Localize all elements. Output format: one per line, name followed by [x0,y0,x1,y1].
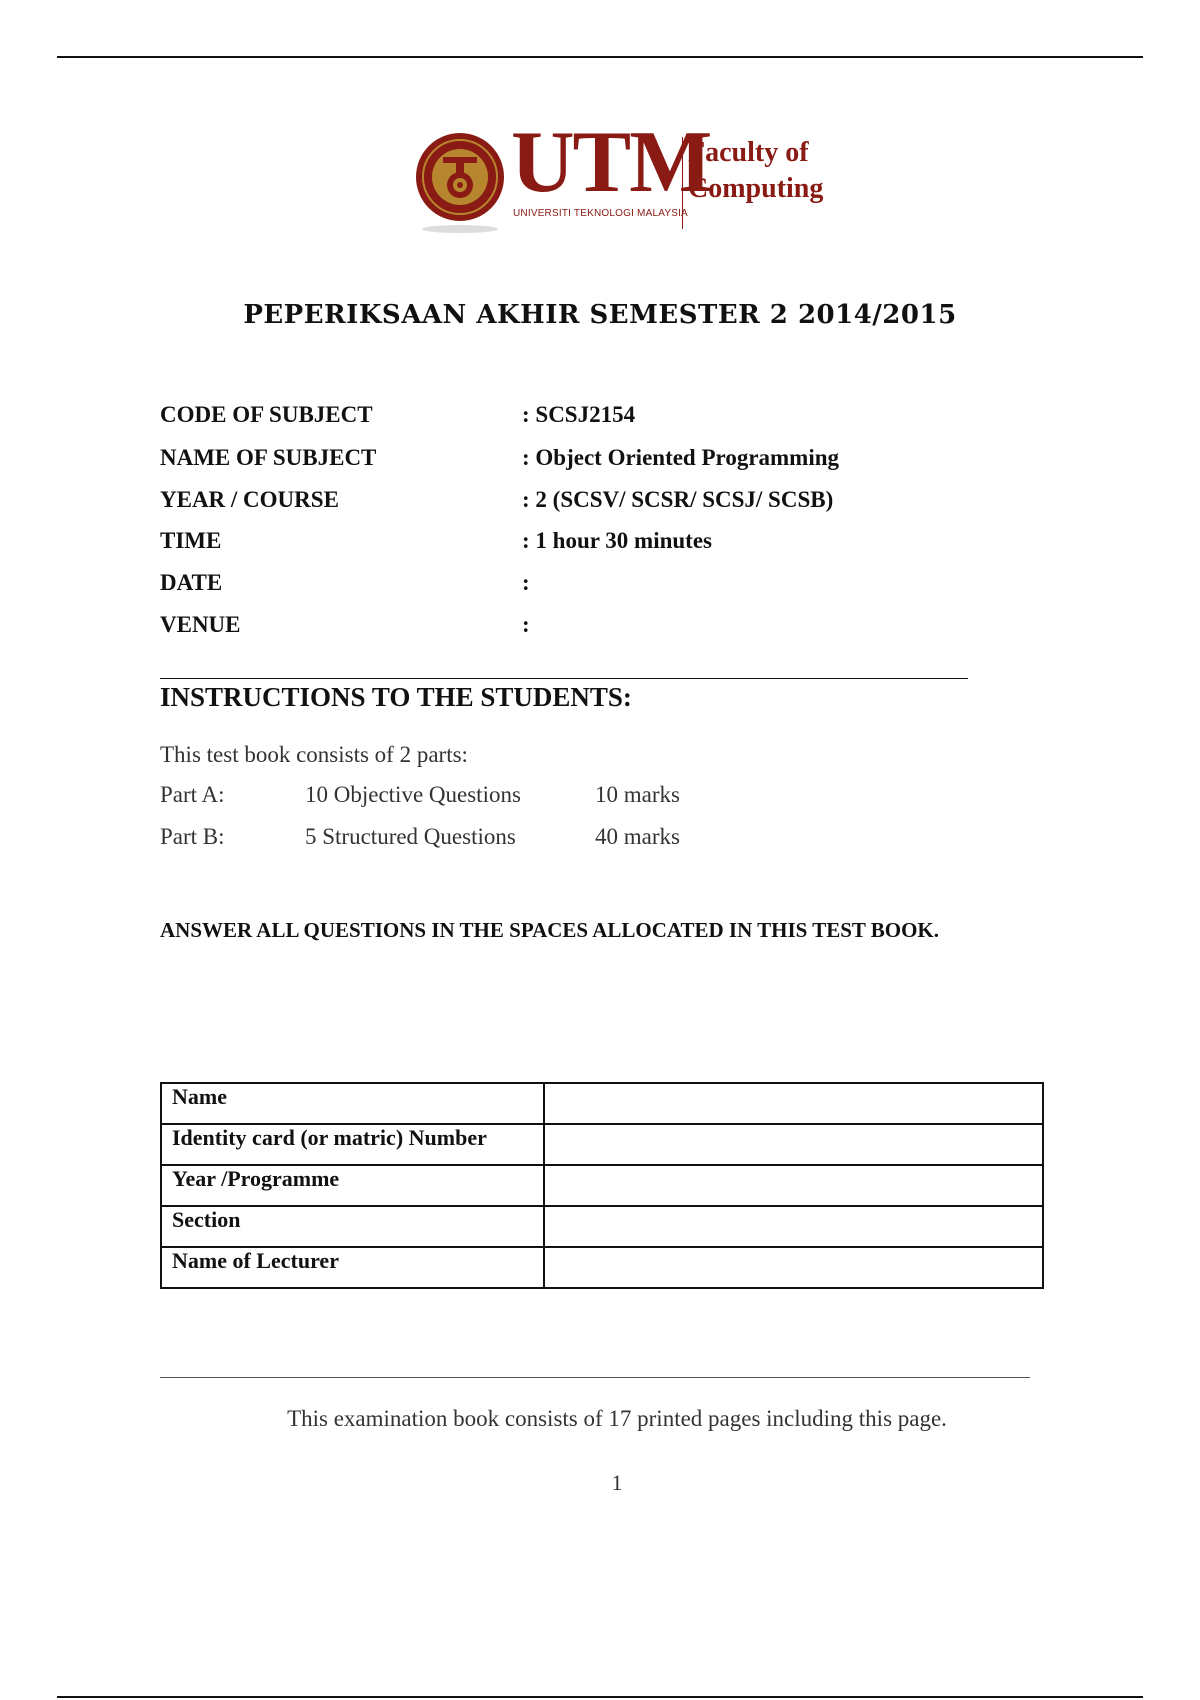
utm-logo [415,114,835,245]
lecturer-name-field[interactable] [544,1247,1043,1288]
table-row [161,1206,1043,1247]
name-field[interactable] [544,1083,1043,1124]
logo-divider [682,137,683,229]
table-label-cell: Section [161,1206,544,1247]
answer-all-notice: ANSWER ALL QUESTIONS IN THE SPACES ALLOCATED IN THIS TEST BOOK. [160,918,940,942]
instructions-intro: This test book consists of 2 parts: [160,742,468,767]
table-label-cell: Identity card (or matric) Number [161,1124,544,1165]
info-value: : SCSJ2154 [522,402,636,427]
instructions-heading: INSTRUCTIONS TO THE STUDENTS: [160,682,632,712]
table-row [161,1247,1043,1288]
faculty-name [688,135,848,207]
student-details-table [160,1082,1044,1289]
table-row [161,1124,1043,1165]
part-marks: 10 marks [595,782,680,807]
faculty-line-2: Computing [688,173,824,204]
faculty-line-1: Faculty of [688,137,809,168]
info-label: YEAR / COURSE [160,487,339,512]
university-name: UNIVERSITI TEKNOLOGI MALAYSIA [513,208,688,219]
part-label: Part B: [160,824,225,849]
utm-seal-icon [415,129,505,233]
info-value: : [522,612,530,637]
info-label: VENUE [160,612,241,637]
page-number: 1 [611,1470,623,1495]
table-label-cell: Year /Programme [161,1165,544,1206]
exam-title: PEPERIKSAAN AKHIR SEMESTER 2 2014/2015 [243,300,957,330]
footer-note: This examination book consists of 17 printed pages including this page. [287,1406,947,1431]
part-label: Part A: [160,782,225,807]
info-label: TIME [160,528,222,553]
instructions-rule [160,678,968,679]
identity-number-field[interactable] [544,1124,1043,1165]
footer-rule [160,1377,1030,1378]
info-label: CODE OF SUBJECT [160,402,373,427]
part-description: 5 Structured Questions [305,824,516,849]
table-label-cell: Name [161,1083,544,1124]
year-programme-field[interactable] [544,1165,1043,1206]
table-row [161,1083,1043,1124]
bottom-rule [57,1696,1143,1698]
utm-wordmark: UTM [511,114,711,211]
info-value: : 2 (SCSV/ SCSR/ SCSJ/ SCSB) [522,487,834,512]
top-rule [57,56,1143,58]
info-value: : Object Oriented Programming [522,445,840,470]
part-marks: 40 marks [595,824,680,849]
table-label-cell: Name of Lecturer [161,1247,544,1288]
part-description: 10 Objective Questions [305,782,521,807]
table-row [161,1165,1043,1206]
info-label: NAME OF SUBJECT [160,445,377,470]
info-value: : [522,570,530,595]
section-field[interactable] [544,1206,1043,1247]
info-label: DATE [160,570,223,595]
info-value: : 1 hour 30 minutes [522,528,712,553]
